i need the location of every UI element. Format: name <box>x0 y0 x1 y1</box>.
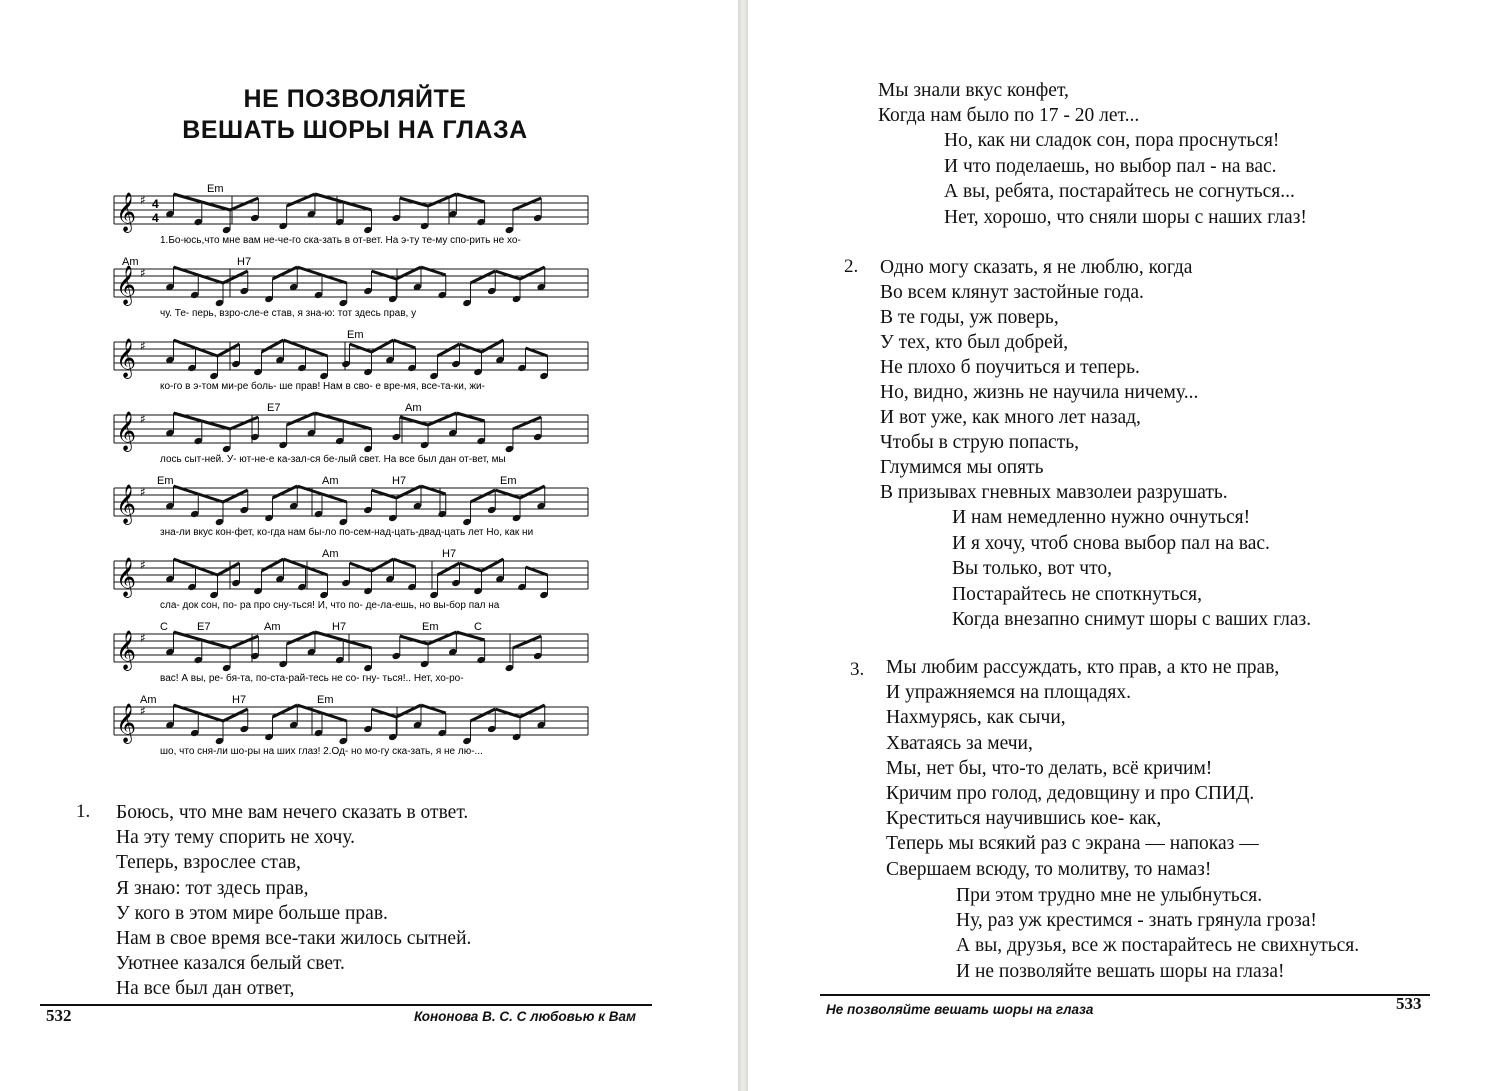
lyric-line: Я знаю: тот здесь прав, <box>116 877 309 899</box>
svg-text:♯: ♯ <box>140 266 146 280</box>
svg-text:♯: ♯ <box>140 704 146 718</box>
chord-symbol: H7 <box>332 621 347 633</box>
lyric-line: Свершаем всюду, то молитву, то намаз! <box>886 858 1212 880</box>
footer-rule <box>40 1004 652 1006</box>
lyric-line: А вы, друзья, все ж постарайтесь не свихнуться. <box>956 935 1360 957</box>
page-number: 532 <box>46 1006 72 1025</box>
lyric-line: Ну, раз уж крестимся - знать грянула гроза! <box>956 910 1317 932</box>
music-system <box>114 183 588 246</box>
lyric-line: На все был дан ответ, <box>116 978 295 1000</box>
lyric-line: На эту тему спорить не хочу. <box>116 827 356 849</box>
music-system <box>114 329 588 392</box>
page-number: 533 <box>1396 994 1422 1013</box>
music-lyrics: 1.Бо-юсь,что мне вам не-че-го ска-зать в от-вет. На э-ту те-му спо-рить не хо- <box>160 235 521 246</box>
chord-symbol: Em <box>500 475 517 487</box>
lyric-line: Кричим про голод, дедовщину и про СПИД. <box>886 783 1255 804</box>
treble-clef-icon: 𝄞 <box>116 265 137 305</box>
svg-text:♯: ♯ <box>140 558 146 572</box>
music-lyrics: вас! А вы, ре- бя-та, по-ста-рай-тесь не со- гну- ться!.. Нет, хо-ро- <box>160 673 464 684</box>
chord-symbol: Am <box>140 694 157 706</box>
chord-symbol: E7 <box>267 402 281 414</box>
footer-rule <box>820 994 1430 996</box>
lyric-line: И вот уже, как много лет назад, <box>880 407 1141 428</box>
chord-symbol: Em <box>422 621 439 633</box>
lyric-line: Не плохо б поучиться и теперь. <box>880 357 1140 378</box>
lyric-line: Нам в свое время все-таки жилось сытней. <box>116 928 472 949</box>
lyric-line: Когда внезапно снимут шоры с ваших глаз. <box>952 609 1312 630</box>
song-title-line-2: ВЕШАТЬ ШОРЫ НА ГЛАЗА <box>182 116 528 144</box>
music-system <box>114 621 588 684</box>
lyric-line: Теперь, взрослее став, <box>116 852 301 874</box>
lyric-line: И нам немедленно нужно очнуться! <box>952 507 1251 528</box>
chord-symbol: Am <box>122 256 139 268</box>
treble-clef-icon: 𝄞 <box>116 557 137 597</box>
music-lyrics: лось сыт-ней. У- ют-не-е ка-зал-ся бе-лый свет. На все был дан от-вет, мы <box>160 454 506 465</box>
chord-symbol: Am <box>405 402 422 414</box>
right-page <box>748 0 1488 1091</box>
chord-symbol: Em <box>347 329 364 341</box>
running-footer: Кононова В. С. С любовью к Вам <box>414 1009 636 1024</box>
lyric-line: Креститься научившись кое- как, <box>886 808 1162 830</box>
svg-text:4: 4 <box>152 197 159 211</box>
left-page <box>0 0 738 1091</box>
chord-symbol: Am <box>322 548 339 560</box>
treble-clef-icon: 𝄞 <box>116 192 137 232</box>
lyric-line: Постарайтесь не споткнуться, <box>952 583 1202 605</box>
lyric-line: И не позволяйте вешать шоры на глаза! <box>956 960 1285 982</box>
treble-clef-icon: 𝄞 <box>116 630 137 670</box>
lyric-line: Когда нам было по 17 - 20 лет... <box>878 105 1140 126</box>
treble-clef-icon: 𝄞 <box>116 411 137 451</box>
svg-text:4: 4 <box>152 211 159 225</box>
lyric-line: Но, видно, жизнь не научила ничему... <box>880 382 1199 403</box>
lyric-line: И упражняемся на площадях. <box>886 682 1131 704</box>
chord-symbol: H7 <box>237 256 252 268</box>
running-footer: Не позволяйте вешать шоры на глаза <box>826 1002 1094 1017</box>
chord-symbol: H7 <box>232 694 247 706</box>
song-title-line-1: НЕ ПОЗВОЛЯЙТЕ <box>243 85 467 113</box>
lyric-line: И что поделаешь, но выбор пал - на вас. <box>944 155 1277 177</box>
svg-text:♯: ♯ <box>140 193 146 207</box>
svg-text:♯: ♯ <box>140 631 146 645</box>
chord-symbol: Em <box>317 694 334 706</box>
lyric-line: Во всем клянут застойные года. <box>880 282 1144 303</box>
lyric-line: Теперь мы всякий раз с экрана — напоказ — <box>886 833 1259 855</box>
chord-symbol: E7 <box>197 621 211 633</box>
lyric-line: У тех, кто был добрей, <box>880 332 1069 353</box>
music-system <box>114 256 588 319</box>
lyric-line: У кого в этом мире больше прав. <box>116 902 388 924</box>
music-system <box>114 548 588 611</box>
sheet-music <box>112 178 592 768</box>
lyric-line: Одно могу сказать, я не люблю, когда <box>880 257 1193 278</box>
chord-symbol: Am <box>322 475 339 487</box>
lyric-line: В те годы, уж поверь, <box>880 307 1059 328</box>
lyric-line: Мы любим рассуждать, кто прав, а кто не прав, <box>886 657 1280 678</box>
lyric-line: В призывах гневных мавзолеи разрушать. <box>880 482 1228 503</box>
book-gutter <box>738 0 748 1091</box>
lyric-line: При этом трудно мне не улыбнуться. <box>956 885 1263 906</box>
chord-symbol: Em <box>157 475 174 487</box>
music-system <box>114 694 588 757</box>
treble-clef-icon: 𝄞 <box>116 484 137 524</box>
lyric-line: Мы знали вкус конфет, <box>878 80 1069 101</box>
lyric-line: А вы, ребята, постарайтесь не согнуться... <box>944 181 1295 202</box>
music-lyrics: сла- док сон, по- ра про сну-ться! И, что по- де-ла-ешь, но вы-бор пал на <box>160 600 500 611</box>
lyric-line: Нет, хорошо, что сняли шоры с наших глаз! <box>944 206 1307 228</box>
treble-clef-icon: 𝄞 <box>116 703 137 743</box>
lyric-line: Боюсь, что мне вам нечего сказать в ответ. <box>116 802 469 823</box>
lyric-line: Вы только, вот что, <box>952 558 1113 579</box>
lyric-line: Хватаясь за мечи, <box>886 732 1033 754</box>
music-lyrics: шо, что сня-ли шо-ры на ших глаз! 2.Од- но мо-гу ска-зать, я не лю-... <box>160 746 483 757</box>
verse-3-number: 3. <box>850 659 865 680</box>
chord-symbol: H7 <box>442 548 457 560</box>
lyric-line: Уютнее казался белый свет. <box>116 953 345 975</box>
lyric-line: И я хочу, чтоб снова выбор пал на вас. <box>952 532 1270 554</box>
chord-symbol: C <box>474 621 482 633</box>
lyric-line: Чтобы в струю попасть, <box>880 432 1079 453</box>
chord-symbol: H7 <box>392 475 407 487</box>
music-lyrics: зна-ли вкус кон-фет, ко-гда нам бы-ло по-сем-над-цать-двад-цать лет Но, как ни <box>160 527 534 538</box>
chord-symbol: C <box>160 621 168 633</box>
treble-clef-icon: 𝄞 <box>116 338 137 378</box>
music-lyrics: чу. Те- перь, взро-сле-е став, я зна-ю: тот здесь прав, у <box>160 308 417 319</box>
lyric-line: Мы, нет бы, что-то делать, всё кричим! <box>886 757 1213 779</box>
lyric-line: Глумимся мы опять <box>880 457 1044 478</box>
svg-text:♯: ♯ <box>140 412 146 426</box>
lyric-line: Нахмурясь, как сычи, <box>886 707 1066 729</box>
lyric-line: Но, как ни сладок сон, пора проснуться! <box>944 130 1280 151</box>
svg-text:♯: ♯ <box>140 339 146 353</box>
music-lyrics: ко-го в э-том ми-ре боль- ше прав! Нам в сво- е вре-мя, все-та-ки, жи- <box>160 381 485 392</box>
chord-symbol: Em <box>207 183 224 195</box>
verse-2-number: 2. <box>844 256 859 277</box>
svg-text:♯: ♯ <box>140 485 146 499</box>
music-system <box>114 402 588 465</box>
music-system <box>114 475 588 538</box>
chord-symbol: Am <box>264 621 281 633</box>
verse-1-number: 1. <box>76 801 91 822</box>
